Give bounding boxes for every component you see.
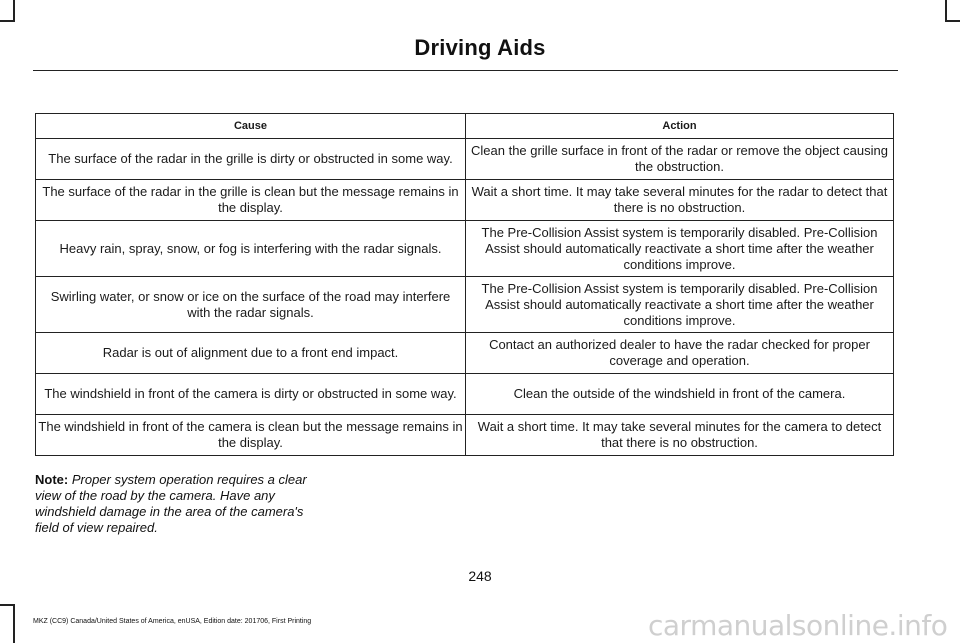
action-cell: The Pre-Collision Assist system is temporarily disabled. Pre-Collision Assist should automatically reactivate a short time after the weather conditions improve. bbox=[466, 277, 894, 333]
note-paragraph bbox=[35, 472, 310, 536]
table-row bbox=[36, 139, 894, 180]
table-row bbox=[36, 415, 894, 456]
cause-cell: The windshield in front of the camera is clean but the message remains in the display. bbox=[36, 415, 466, 456]
table-row bbox=[36, 180, 894, 221]
page-number: 248 bbox=[468, 568, 492, 584]
column-header-cause: Cause bbox=[36, 114, 466, 139]
action-cell: Clean the grille surface in front of the radar or remove the object causing the obstruction. bbox=[466, 139, 894, 180]
cause-cell: Swirling water, or snow or ice on the surface of the road may interfere with the radar signals. bbox=[36, 277, 466, 333]
cause-cell: The windshield in front of the camera is dirty or obstructed in some way. bbox=[36, 374, 466, 415]
header-divider bbox=[33, 70, 898, 71]
cause-cell: Heavy rain, spray, snow, or fog is interfering with the radar signals. bbox=[36, 221, 466, 277]
crop-mark bbox=[0, 604, 15, 606]
page-title: Driving Aids bbox=[414, 35, 546, 60]
column-header-action: Action bbox=[466, 114, 894, 139]
cause-cell: The surface of the radar in the grille is clean but the message remains in the display. bbox=[36, 180, 466, 221]
action-cell: Wait a short time. It may take several minutes for the radar to detect that there is no obstruction. bbox=[466, 180, 894, 221]
note-label: Note: bbox=[35, 472, 69, 487]
table-row bbox=[36, 221, 894, 277]
action-cell: Wait a short time. It may take several minutes for the camera to detect that there is no obstruction. bbox=[466, 415, 894, 456]
crop-mark bbox=[945, 0, 947, 22]
note-text: Proper system operation requires a clear view of the road by the camera. Have any windshield damage in the area of the camera's field of view repaired. bbox=[35, 472, 307, 535]
action-cell: Clean the outside of the windshield in front of the camera. bbox=[466, 374, 894, 415]
action-cell: The Pre-Collision Assist system is temporarily disabled. Pre-Collision Assist should automatically reactivate a short time after the weather conditions improve. bbox=[466, 221, 894, 277]
watermark: carmanualsonline.info bbox=[648, 609, 948, 642]
footer-edition-info: MKZ (CC9) Canada/United States of America, enUSA, Edition date: 201706, First Printing bbox=[33, 618, 312, 625]
crop-mark bbox=[13, 0, 15, 22]
cause-action-table bbox=[35, 113, 894, 456]
table-row bbox=[36, 277, 894, 333]
crop-mark bbox=[945, 20, 960, 22]
cause-cell: The surface of the radar in the grille is dirty or obstructed in some way. bbox=[36, 139, 466, 180]
cause-cell: Radar is out of alignment due to a front end impact. bbox=[36, 333, 466, 374]
table-header-row bbox=[36, 114, 894, 139]
crop-mark bbox=[0, 20, 15, 22]
table-row bbox=[36, 333, 894, 374]
action-cell: Contact an authorized dealer to have the radar checked for proper coverage and operation. bbox=[466, 333, 894, 374]
table-row bbox=[36, 374, 894, 415]
crop-mark bbox=[13, 604, 15, 643]
